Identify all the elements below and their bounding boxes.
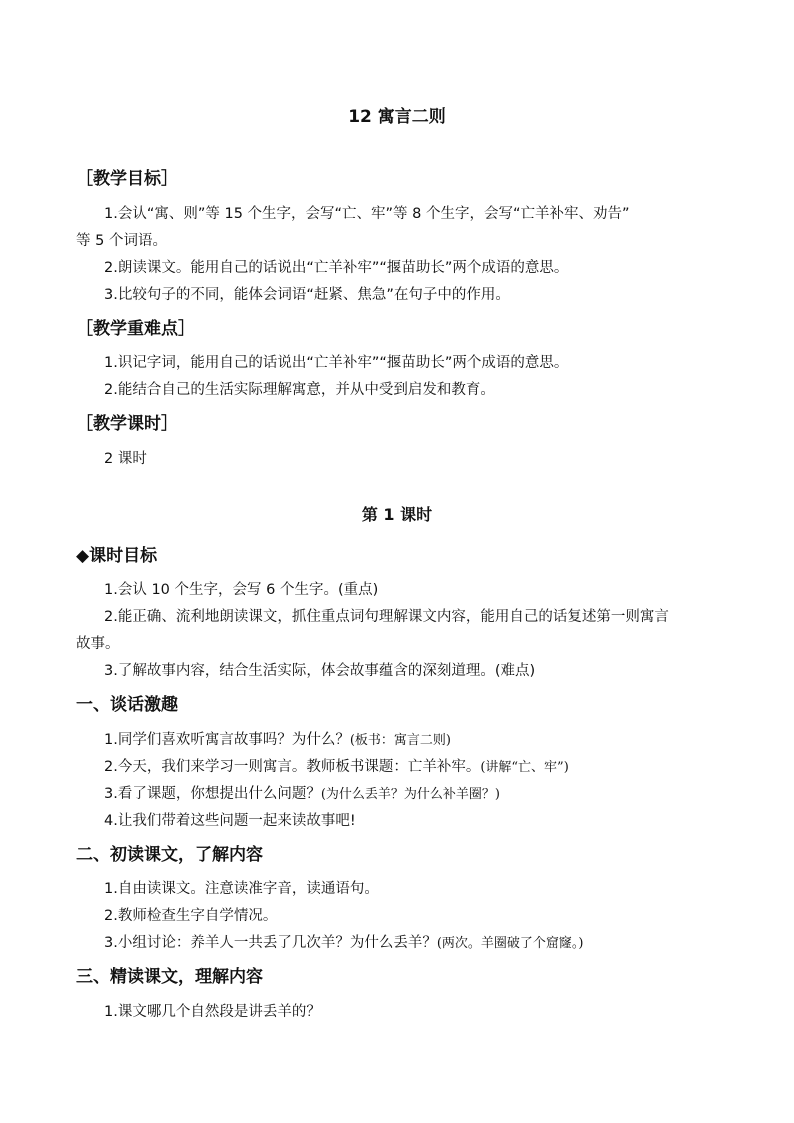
page-title: 12 寓言二则	[348, 107, 446, 127]
part-1-step-3	[104, 784, 500, 805]
part-2-step-3	[104, 933, 584, 954]
lesson-goal-1: 1.会认 10 个生字，会写 6 个生字。(重点)	[104, 582, 379, 598]
keypoints-heading: ［教学重难点］	[76, 319, 195, 339]
objective-item-1: 1.会认“寓、则”等 15 个生字，会写“亡、牢”等 8 个生字，会写“亡羊补牢、劝告”	[104, 206, 630, 222]
step-note: (两次。羊圈破了个窟窿。)	[436, 936, 584, 951]
step-note: (板书：寓言二则)	[349, 733, 451, 748]
part-2-heading: 二、初读课文，了解内容	[76, 845, 263, 865]
objective-item-3: 3.比较句子的不同，能体会词语“赶紧、焦急”在句子中的作用。	[104, 287, 510, 303]
objectives-heading: ［教学目标］	[76, 169, 178, 189]
hours-value: 2 课时	[104, 451, 147, 467]
lesson-goal-3: 3.了解故事内容，结合生活实际，体会故事蕴含的深刻道理。(难点)	[104, 663, 536, 679]
part-1-heading: 一、谈话激趣	[76, 695, 178, 715]
part-2-step-1: 1.自由读课文。注意读准字音，读通语句。	[104, 881, 379, 897]
lesson-title: 第 1 课时	[361, 505, 433, 524]
part-3-heading: 三、精读课文，理解内容	[76, 967, 263, 987]
part-1-step-4: 4.让我们带着这些问题一起来读故事吧!	[104, 813, 356, 829]
objective-item-2: 2.朗读课文。能用自己的话说出“亡羊补牢”“揠苗助长”两个成语的意思。	[104, 260, 569, 276]
step-text: 3.小组讨论：养羊人一共丢了几次羊？为什么丢羊？	[104, 935, 437, 951]
step-text: 1.同学们喜欢听寓言故事吗？为什么？	[104, 732, 350, 748]
step-text: 3.看了课题，你想提出什么问题？	[104, 786, 321, 802]
part-3-step-1: 1.课文哪几个自然段是讲丢羊的？	[104, 1004, 321, 1020]
part-1-step-1	[104, 730, 451, 751]
step-note: (讲解“亡、牢”)	[480, 760, 569, 775]
keypoint-item-2: 2.能结合自己的生活实际理解寓意，并从中受到启发和教育。	[104, 382, 495, 398]
lesson-goals-heading: ◆课时目标	[76, 546, 158, 566]
hours-heading: ［教学课时］	[76, 414, 178, 434]
lesson-goal-2: 2.能正确、流利地朗读课文，抓住重点词句理解课文内容，能用自己的话复述第一则寓言	[104, 609, 669, 625]
step-note: (为什么丢羊？为什么补羊圈？)	[320, 787, 500, 802]
objective-item-1-cont: 等 5 个词语。	[76, 233, 167, 249]
part-1-step-2	[104, 757, 569, 778]
keypoint-item-1: 1.识记字词，能用自己的话说出“亡羊补牢”“揠苗助长”两个成语的意思。	[104, 355, 569, 371]
lesson-goal-2-cont: 故事。	[76, 636, 120, 652]
step-text: 2.今天，我们来学习一则寓言。教师板书课题：亡羊补牢。	[104, 759, 481, 775]
part-2-step-2: 2.教师检查生字自学情况。	[104, 908, 278, 924]
